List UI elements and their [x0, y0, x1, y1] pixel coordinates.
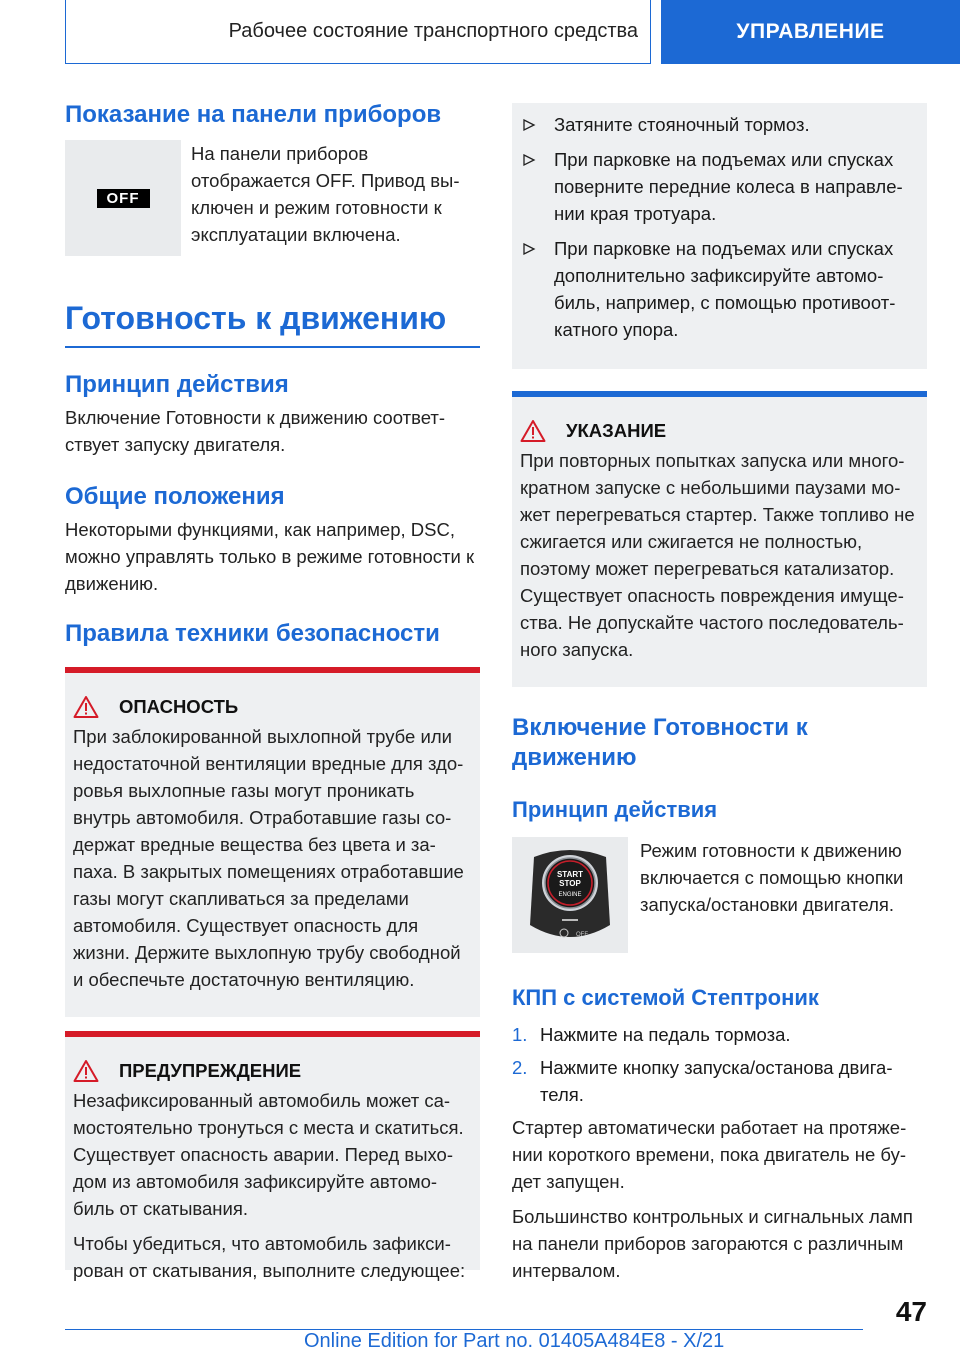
warning-triangle-icon [520, 419, 546, 443]
continued-box [512, 103, 927, 369]
right-column [512, 103, 927, 1284]
general-title: Общие положения [65, 483, 285, 510]
danger-text: При заблокированной выхлопной трубе или недостаточной вентиляции вредные для здо-ровья выхлопные газы могут проникать внутрь автомобиля. Отработавшие газы со-держат вредные вещества без цвета и за-паха. В закрытых помещениях отработавшие газы могут скапливаться за пределами автомобиля. Существует опасность для жизни. Держите выхлопную трубу свободной и обеспечьте достаточную вентиляцию. [73, 726, 464, 990]
danger-box [65, 667, 480, 1017]
warning-label: ПРЕДУПРЕЖДЕНИЕ [119, 1060, 302, 1081]
notice-header [512, 397, 927, 447]
steptronic-title: КПП с системой Стептроник [512, 985, 819, 1010]
bullet-list [512, 103, 927, 369]
button-label-engine: ENGINE [558, 892, 582, 898]
safety-title: Правила техники безопасности [65, 620, 440, 647]
left-column [65, 100, 480, 1281]
warning-box [65, 1031, 480, 1281]
danger-body [65, 723, 480, 1017]
list-item: Затяните стояночный тормоз. [522, 111, 915, 138]
button-label-off: OFF [576, 932, 588, 938]
principle-title: Принцип действия [65, 371, 289, 398]
principle-text-2: Режим готовности к движению включается с помощью кнопки запуска/остановки двигателя. [640, 840, 904, 915]
notice-text: При повторных попытках запуска или много-кратном запуске с небольшими паузами мо-жет перегреваться стартер. Также топливо не сжигается или сжигается не полностью, поэтому может перегреваться катализатор. Существует опасность повреждения имуще-ства. Не допускайте частого последователь-ного запуска. [520, 450, 915, 660]
warning-text-1: Незафиксированный автомобиль может са-мостоятельно тронуться с места и скатиться. Существует опасность аварии. Перед выхо-дом из автомобиля зафиксируйте автомо-биль от скатывания. [73, 1090, 464, 1219]
triangle-bullet-icon [522, 242, 536, 256]
page-header [65, 0, 960, 66]
panel-title: Показание на панели приборов [65, 101, 442, 128]
triangle-bullet-icon [522, 118, 536, 132]
notice-box [512, 391, 927, 687]
section-title: Рабочее состояние транспортного средства [65, 0, 651, 64]
off-badge: OFF [97, 189, 150, 208]
chapter-tab[interactable]: УПРАВЛЕНИЕ [661, 0, 960, 64]
warning-text-2: Чтобы убедиться, что автомобиль зафикси-рован от скатывания, выполните следующее: [73, 1233, 466, 1281]
list-item: При парковке на подъемах или спусках дополнительно зафиксируйте автомо-биль, например, с помощью противоот-катного упора. [522, 235, 915, 343]
panel-text: На панели приборов отображается OFF. Привод вы-ключен и режим готовности к эксплуатации включена. [191, 143, 460, 245]
warning-triangle-icon [73, 1059, 99, 1083]
general-text: Некоторыми функциями, как например, DSC, можно управлять только в режиме готовности к движению. [65, 519, 475, 594]
start-stop-button-image [512, 837, 628, 953]
notice-body [512, 447, 927, 687]
off-indicator-image [65, 140, 181, 256]
edition-link[interactable]: Online Edition for Part no. 01405A484E8 - X/21 [304, 1330, 725, 1352]
steps-list [512, 1021, 927, 1108]
warning-header [65, 1037, 480, 1087]
button-label-stop: STOP [559, 879, 581, 888]
list-item: 2. Нажмите кнопку запуска/останова двига-теля. [512, 1057, 893, 1105]
triangle-bullet-icon [522, 153, 536, 167]
panel-figure [65, 140, 480, 256]
enable-title: Включение Готовности к движению [512, 714, 808, 771]
warning-triangle-icon [73, 695, 99, 719]
warning-body [65, 1087, 480, 1284]
lamps-paragraph: Большинство контрольных и сигнальных ламп на панели приборов загораются с различным интервалом. [512, 1206, 913, 1281]
list-item: При парковке на подъемах или спусках поверните передние колеса в направле-нии края тротуара. [522, 146, 915, 227]
list-item: 1. Нажмите на педаль тормоза. [512, 1024, 791, 1045]
principle-title-2: Принцип действия [512, 797, 718, 822]
starter-paragraph: Стартер автоматически работает на протяже-нии короткого времени, пока двигатель не бу-дет запущен. [512, 1117, 907, 1192]
danger-label: ОПАСНОСТЬ [119, 696, 239, 717]
principle-text: Включение Готовности к движению соответ-ствует запуску двигателя. [65, 407, 446, 455]
button-figure [512, 837, 927, 953]
notice-label: УКАЗАНИЕ [566, 420, 667, 441]
page-number: 47 [895, 1296, 927, 1327]
button-label-start: START [556, 870, 584, 879]
danger-header [65, 673, 480, 723]
start-stop-button-icon [512, 837, 628, 953]
ready-title: Готовность к движению [65, 298, 480, 348]
